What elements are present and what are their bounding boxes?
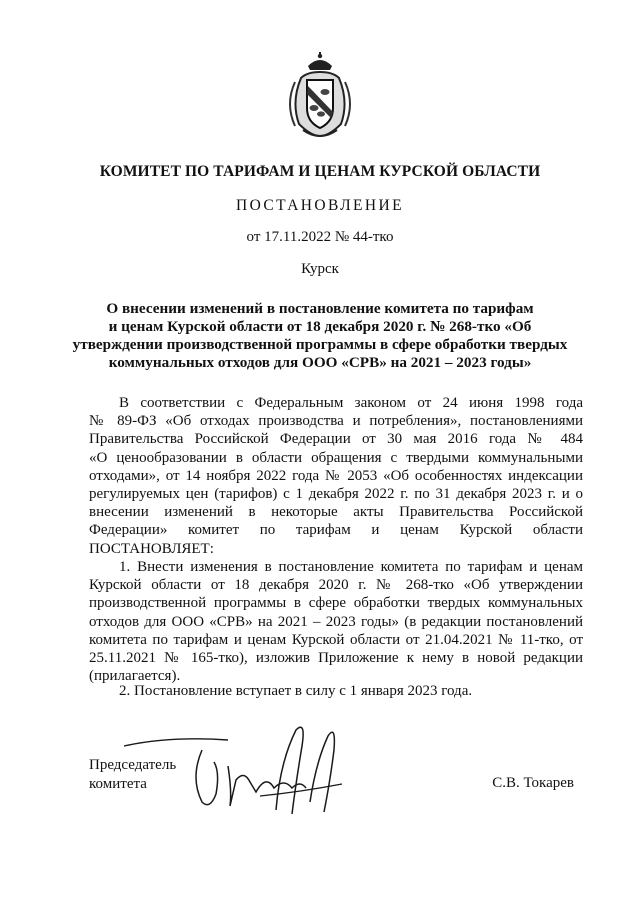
item-1-line: производственной программы в сфере обработки твердых коммунальных [89,595,583,612]
preamble-line: внесении изменений в некоторые акты Правительства Российской [89,504,583,521]
item-2-line: 2. Постановление вступает в силу с 1 января 2023 года. [119,683,473,699]
title-line: коммунальных отходов для ООО «СРВ» на 2021 – 2023 годы» [108,354,532,371]
item-1-line: 25.11.2021 № 165-тко), изложив Приложение к нему в новой редакции [89,650,583,667]
preamble-line: № 89-ФЗ «Об отходах производства и потребления», постановлениями [89,413,583,430]
signatory-position-line: Председатель [89,757,177,773]
title-line: О внесении изменений в постановление комитета по тарифам [106,300,534,317]
document-date-number: от 17.11.2022 № 44-тко [246,229,394,245]
preamble-line: Федерации» комитет по тарифам и ценам Курской области [89,522,583,539]
item-2-paragraph [89,682,583,700]
item-1-paragraph [89,558,583,685]
signatory-position [89,756,176,794]
coat-of-arms-icon [281,52,359,138]
item-1-line: Курской области от 18 декабря 2020 г. № 268-тко «Об утверждении [89,577,583,594]
document-type: ПОСТАНОВЛЕНИЕ [236,197,404,214]
item-1-line: 1. Внести изменения в постановление комитета по тарифам и ценам [119,559,583,575]
title-line: и ценам Курской области от 18 декабря 2020 г. № 268-тко «Об [108,318,532,335]
preamble-line: Правительства Российской Федерации от 30 мая 2016 года № 484 [89,431,583,448]
title-line: утверждении производственной программы в сфере обработки твердых [72,336,568,353]
preamble-line: ПОСТАНОВЛЯЕТ: [89,540,214,557]
preamble-line: отходами», от 14 ноября 2022 года № 2053 «Об особенностях индексации [89,467,583,484]
preamble-paragraph [89,394,583,558]
item-1-line: комитета по тарифам и ценам Курской области от 21.04.2021 № 11-тко, от [89,631,583,648]
signatory-name: С.В. Токарев [492,775,574,791]
signatory-position-line: комитета [89,776,147,792]
document-city: Курск [301,261,339,277]
preamble-line: регулируемых цен (тарифов) с 1 декабря 2022 г. по 31 декабря 2023 г. и о [89,486,583,503]
item-1-line: отходов для ООО «СРВ» на 2021 – 2023 годы» (в редакции постановлений [89,613,583,630]
committee-name: КОМИТЕТ ПО ТАРИФАМ И ЦЕНАМ КУРСКОЙ ОБЛАСТИ [99,163,541,180]
item-1-line: (прилагается). [89,668,181,685]
preamble-line: В соответствии с Федеральным законом от 24 июня 1998 года [119,395,583,411]
preamble-line: «О ценообразовании в области обращения с твердыми коммунальными [89,449,583,466]
document-title [60,300,580,372]
